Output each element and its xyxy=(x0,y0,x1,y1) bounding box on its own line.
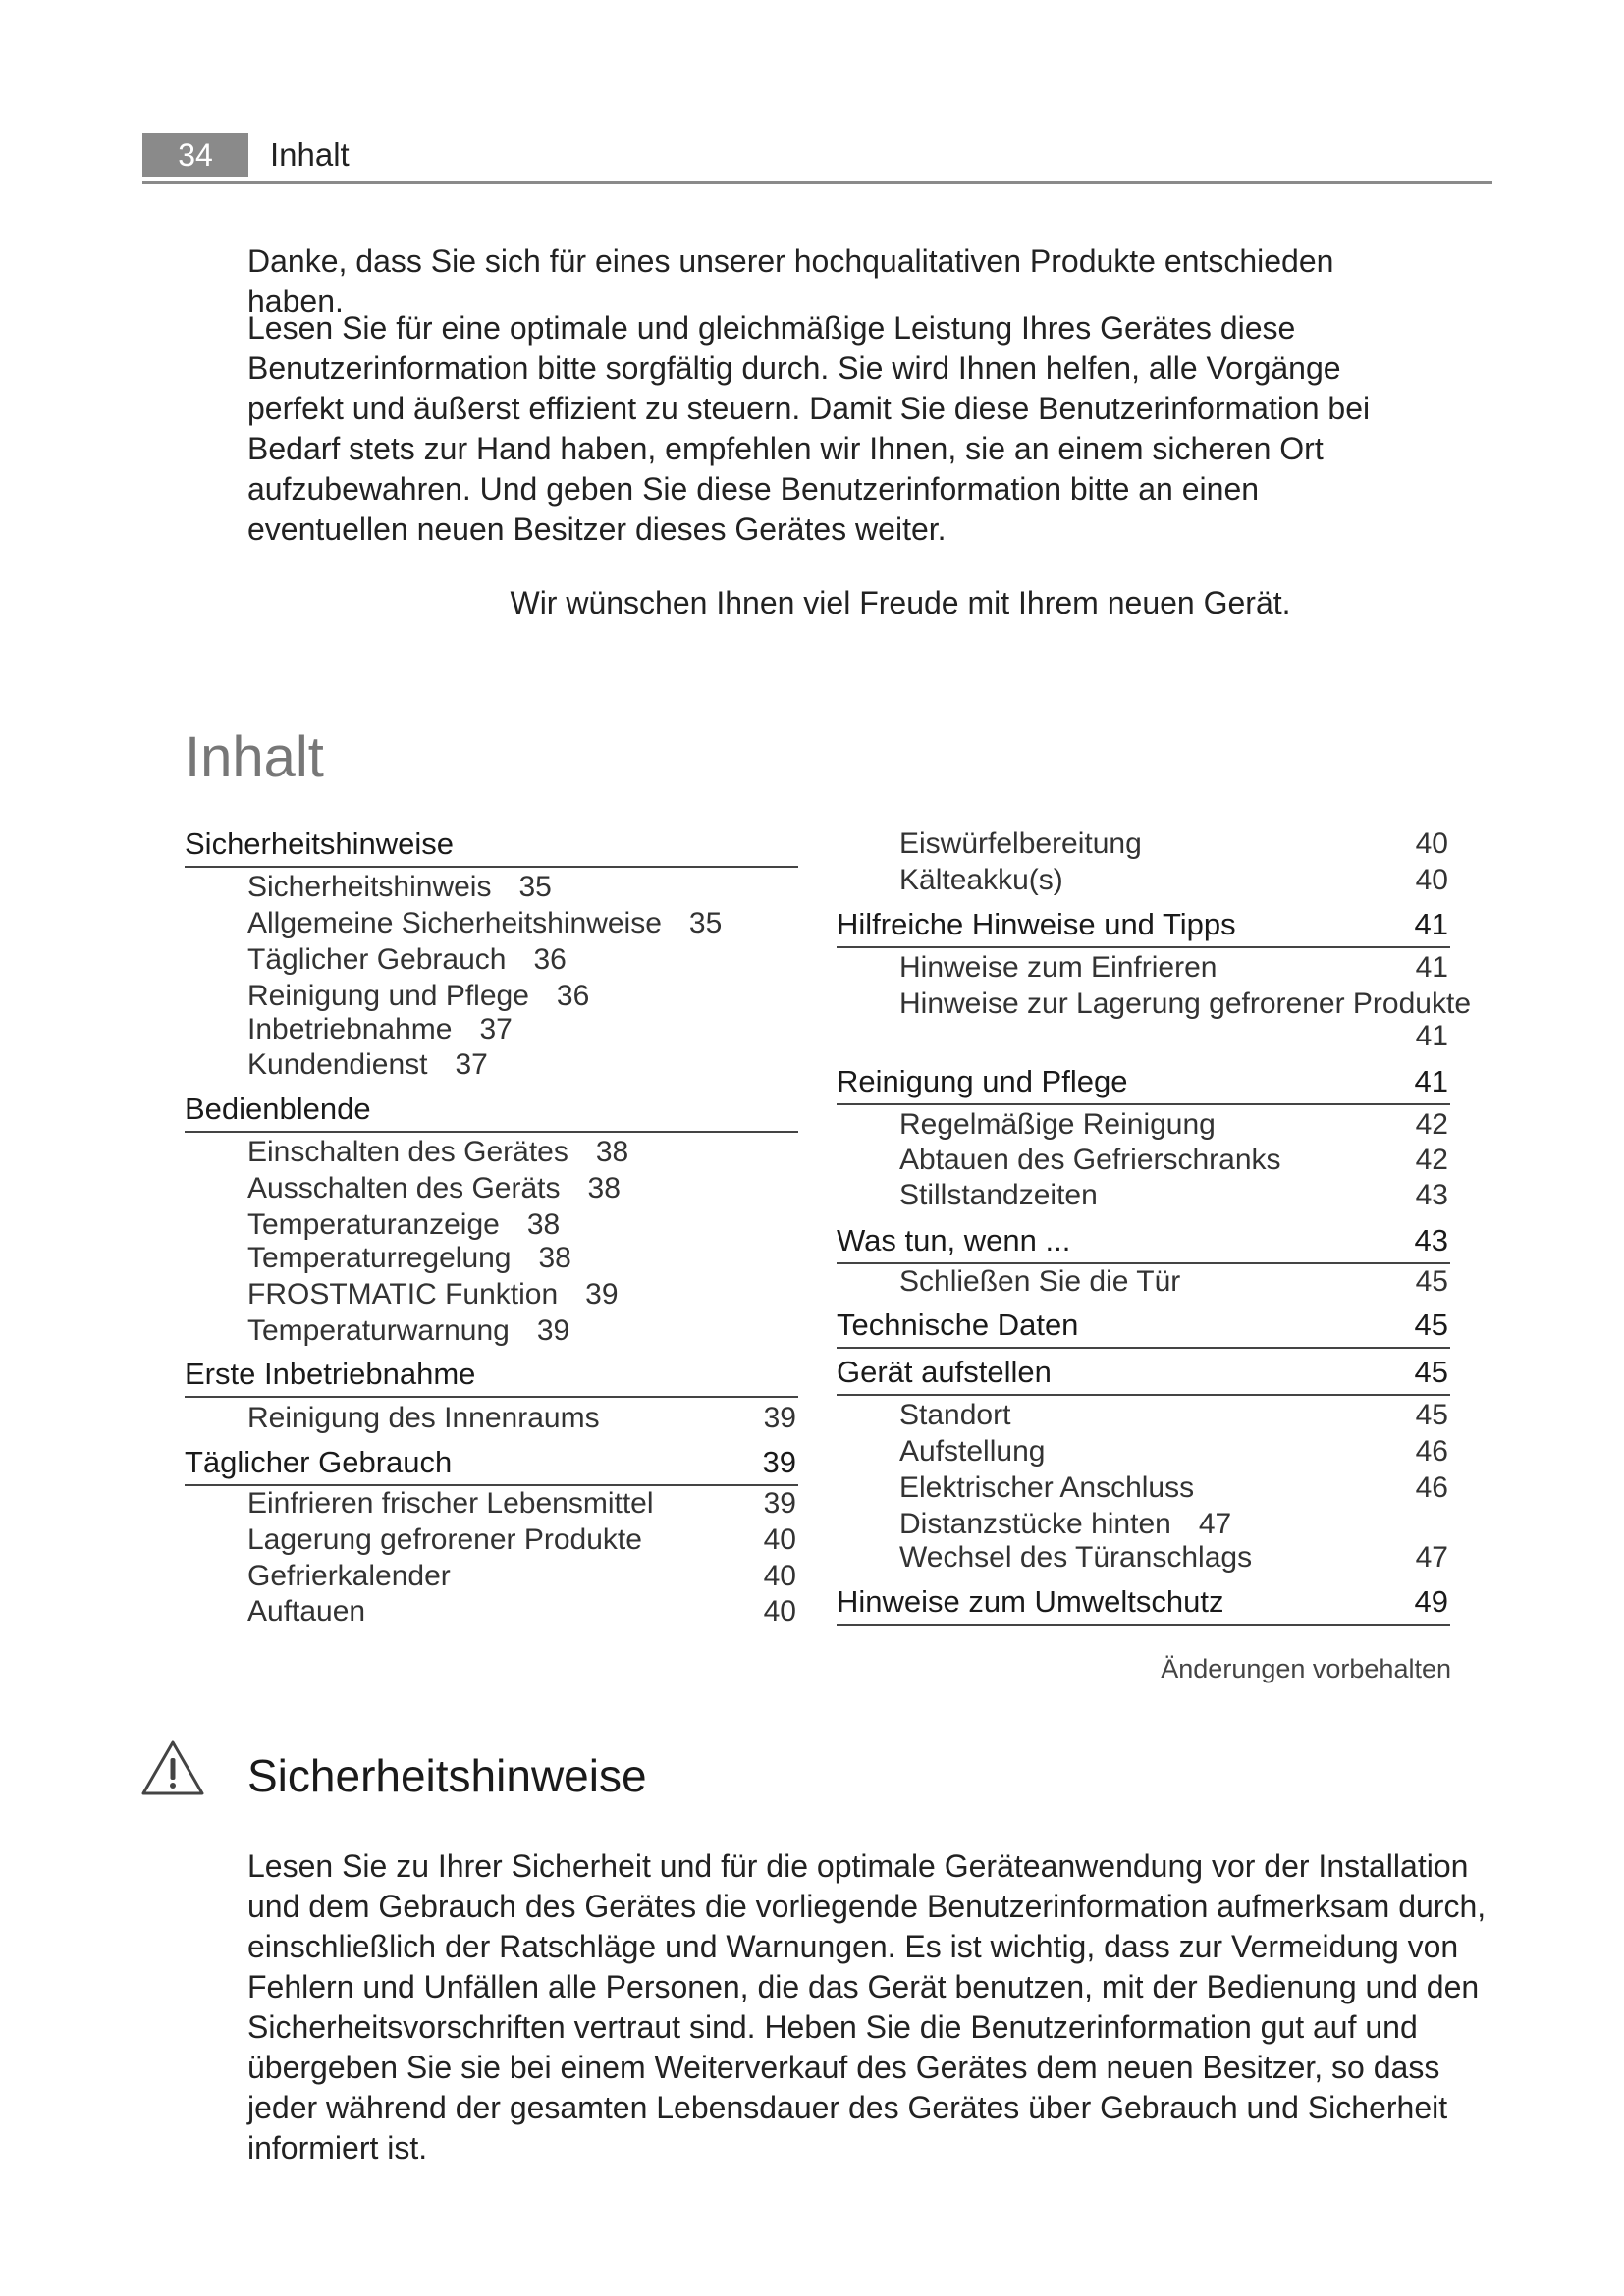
toc-entry[interactable]: Kälteakku(s) 40 xyxy=(899,864,1448,896)
toc-section[interactable]: Hilfreiche Hinweise und Tipps 41 xyxy=(837,905,1450,944)
intro-closing-text: Wir wünschen Ihnen viel Freude mit Ihrem neuen Gerät. xyxy=(510,585,1291,620)
toc-section[interactable]: Erste Inbetriebnahme xyxy=(185,1355,798,1394)
toc-entry[interactable]: Stillstandzeiten 43 xyxy=(899,1179,1448,1211)
page-number: 34 xyxy=(142,133,248,177)
toc-entry[interactable]: Kundendienst 37 xyxy=(247,1048,488,1081)
toc-entry[interactable]: Einschalten des Gerätes 38 xyxy=(247,1136,629,1168)
toc-entry[interactable]: Distanzstücke hinten 47 xyxy=(899,1508,1232,1540)
intro-line: Danke, dass Sie sich für eines unserer hochqualitativen Produkte entschieden haben. xyxy=(247,243,1334,319)
toc-entry[interactable]: Reinigung und Pflege 36 xyxy=(247,980,590,1012)
header-rule xyxy=(142,181,1492,184)
toc-entry[interactable]: Wechsel des Türanschlags 47 xyxy=(899,1541,1448,1574)
toc-section[interactable]: Was tun, wenn ... 43 xyxy=(837,1221,1450,1260)
toc-entry[interactable]: Aufstellung 46 xyxy=(899,1435,1448,1468)
toc-entry[interactable]: Inbetriebnahme 37 xyxy=(247,1013,513,1045)
toc-entry[interactable]: Lagerung gefrorener Produkte 40 xyxy=(247,1523,796,1556)
toc-entry[interactable]: Temperaturregelung 38 xyxy=(247,1242,571,1274)
toc-entry[interactable]: FROSTMATIC Funktion 39 xyxy=(247,1278,619,1310)
toc-section[interactable]: Bedienblende xyxy=(185,1090,798,1129)
toc-section[interactable]: Technische Daten 45 xyxy=(837,1306,1450,1345)
changes-note: Änderungen vorbehalten xyxy=(1161,1654,1451,1683)
toc-entry[interactable]: Einfrieren frischer Lebensmittel 39 xyxy=(247,1487,796,1520)
toc-entry[interactable]: Temperaturwarnung 39 xyxy=(247,1314,570,1347)
toc-section[interactable]: Täglicher Gebrauch 39 xyxy=(185,1443,798,1482)
header-title: Inhalt xyxy=(270,136,350,173)
toc-entry[interactable]: Hinweise zum Einfrieren 41 xyxy=(899,951,1448,984)
page-header xyxy=(142,133,1492,183)
safety-heading: Sicherheitshinweise xyxy=(247,1750,647,1801)
intro-paragraph: Lesen Sie für eine optimale und gleichmäßige Leistung Ihres Gerätes diese Benutzerinformation bitte sorgfältig durch. Sie wird Ihnen helfen, alle Vorgänge perfekt und äußerst effizient zu steuern. Damit Sie diese Benutzerinformation bei Bedarf stets zur Hand haben, empfehlen wir Ihnen, sie an einem sicheren Ort aufzubewahren. Und geben Sie diese Benutzerinformation bitte an einen eventuellen neuen Besitzer dieses Gerätes weiter. xyxy=(247,310,1371,547)
toc-section[interactable]: Gerät aufstellen 45 xyxy=(837,1353,1450,1392)
safety-paragraph: Lesen Sie zu Ihrer Sicherheit und für die optimale Geräteanwendung vor der Installation und dem Gebrauch des Gerätes die vorliegende Benutzerinformation aufmerksam durch, einschließlich der Ratschläge und Warnungen. Es ist wichtig, dass zur Vermeidung von Fehlern und Unfällen alle Personen, die das Gerät benutzen, mit der Bedienung und den Sicherheitsvorschriften vertraut sind. Heben Sie die Benutzerinformation gut auf und übergeben Sie sie bei einem Weiterverkauf des Gerätes dem neuen Besitzer, so dass jeder während der gesamten Lebensdauer des Gerätes über Gebrauch und Sicherheit informiert ist. xyxy=(247,1848,1487,2165)
toc-entry[interactable]: Eiswürfelbereitung 40 xyxy=(899,828,1448,860)
toc-entry[interactable]: Abtauen des Gefrierschranks 42 xyxy=(899,1144,1448,1176)
toc-entry[interactable]: Ausschalten des Geräts 38 xyxy=(247,1172,621,1204)
toc-entry[interactable]: Reinigung des Innenraums 39 xyxy=(247,1402,796,1434)
toc-section[interactable]: Reinigung und Pflege 41 xyxy=(837,1062,1450,1101)
toc-section[interactable]: Sicherheitshinweise xyxy=(185,825,798,864)
warning-triangle-icon xyxy=(140,1739,205,1796)
toc-entry[interactable]: Temperaturanzeige 38 xyxy=(247,1208,561,1241)
toc-section[interactable]: Hinweise zum Umweltschutz 49 xyxy=(837,1582,1450,1622)
toc-entry-page: 41 xyxy=(1415,1020,1448,1052)
toc-entry[interactable]: Hinweise zur Lagerung gefrorener Produkte xyxy=(899,988,1471,1020)
toc-entry[interactable]: Täglicher Gebrauch 36 xyxy=(247,943,567,976)
toc-entry[interactable]: Auftauen 40 xyxy=(247,1595,796,1628)
toc-heading: Inhalt xyxy=(185,725,324,789)
toc-entry[interactable]: Gefrierkalender 40 xyxy=(247,1560,796,1592)
toc-entry[interactable]: Sicherheitshinweis 35 xyxy=(247,871,552,903)
toc-entry[interactable]: Schließen Sie die Tür 45 xyxy=(899,1265,1448,1298)
intro-closing xyxy=(0,583,1624,623)
toc-entry[interactable]: Elektrischer Anschluss 46 xyxy=(899,1471,1448,1504)
toc-entry[interactable]: Regelmäßige Reinigung 42 xyxy=(899,1108,1448,1141)
toc-entry[interactable]: Allgemeine Sicherheitshinweise 35 xyxy=(247,907,723,939)
toc-entry[interactable]: Standort 45 xyxy=(899,1399,1448,1431)
